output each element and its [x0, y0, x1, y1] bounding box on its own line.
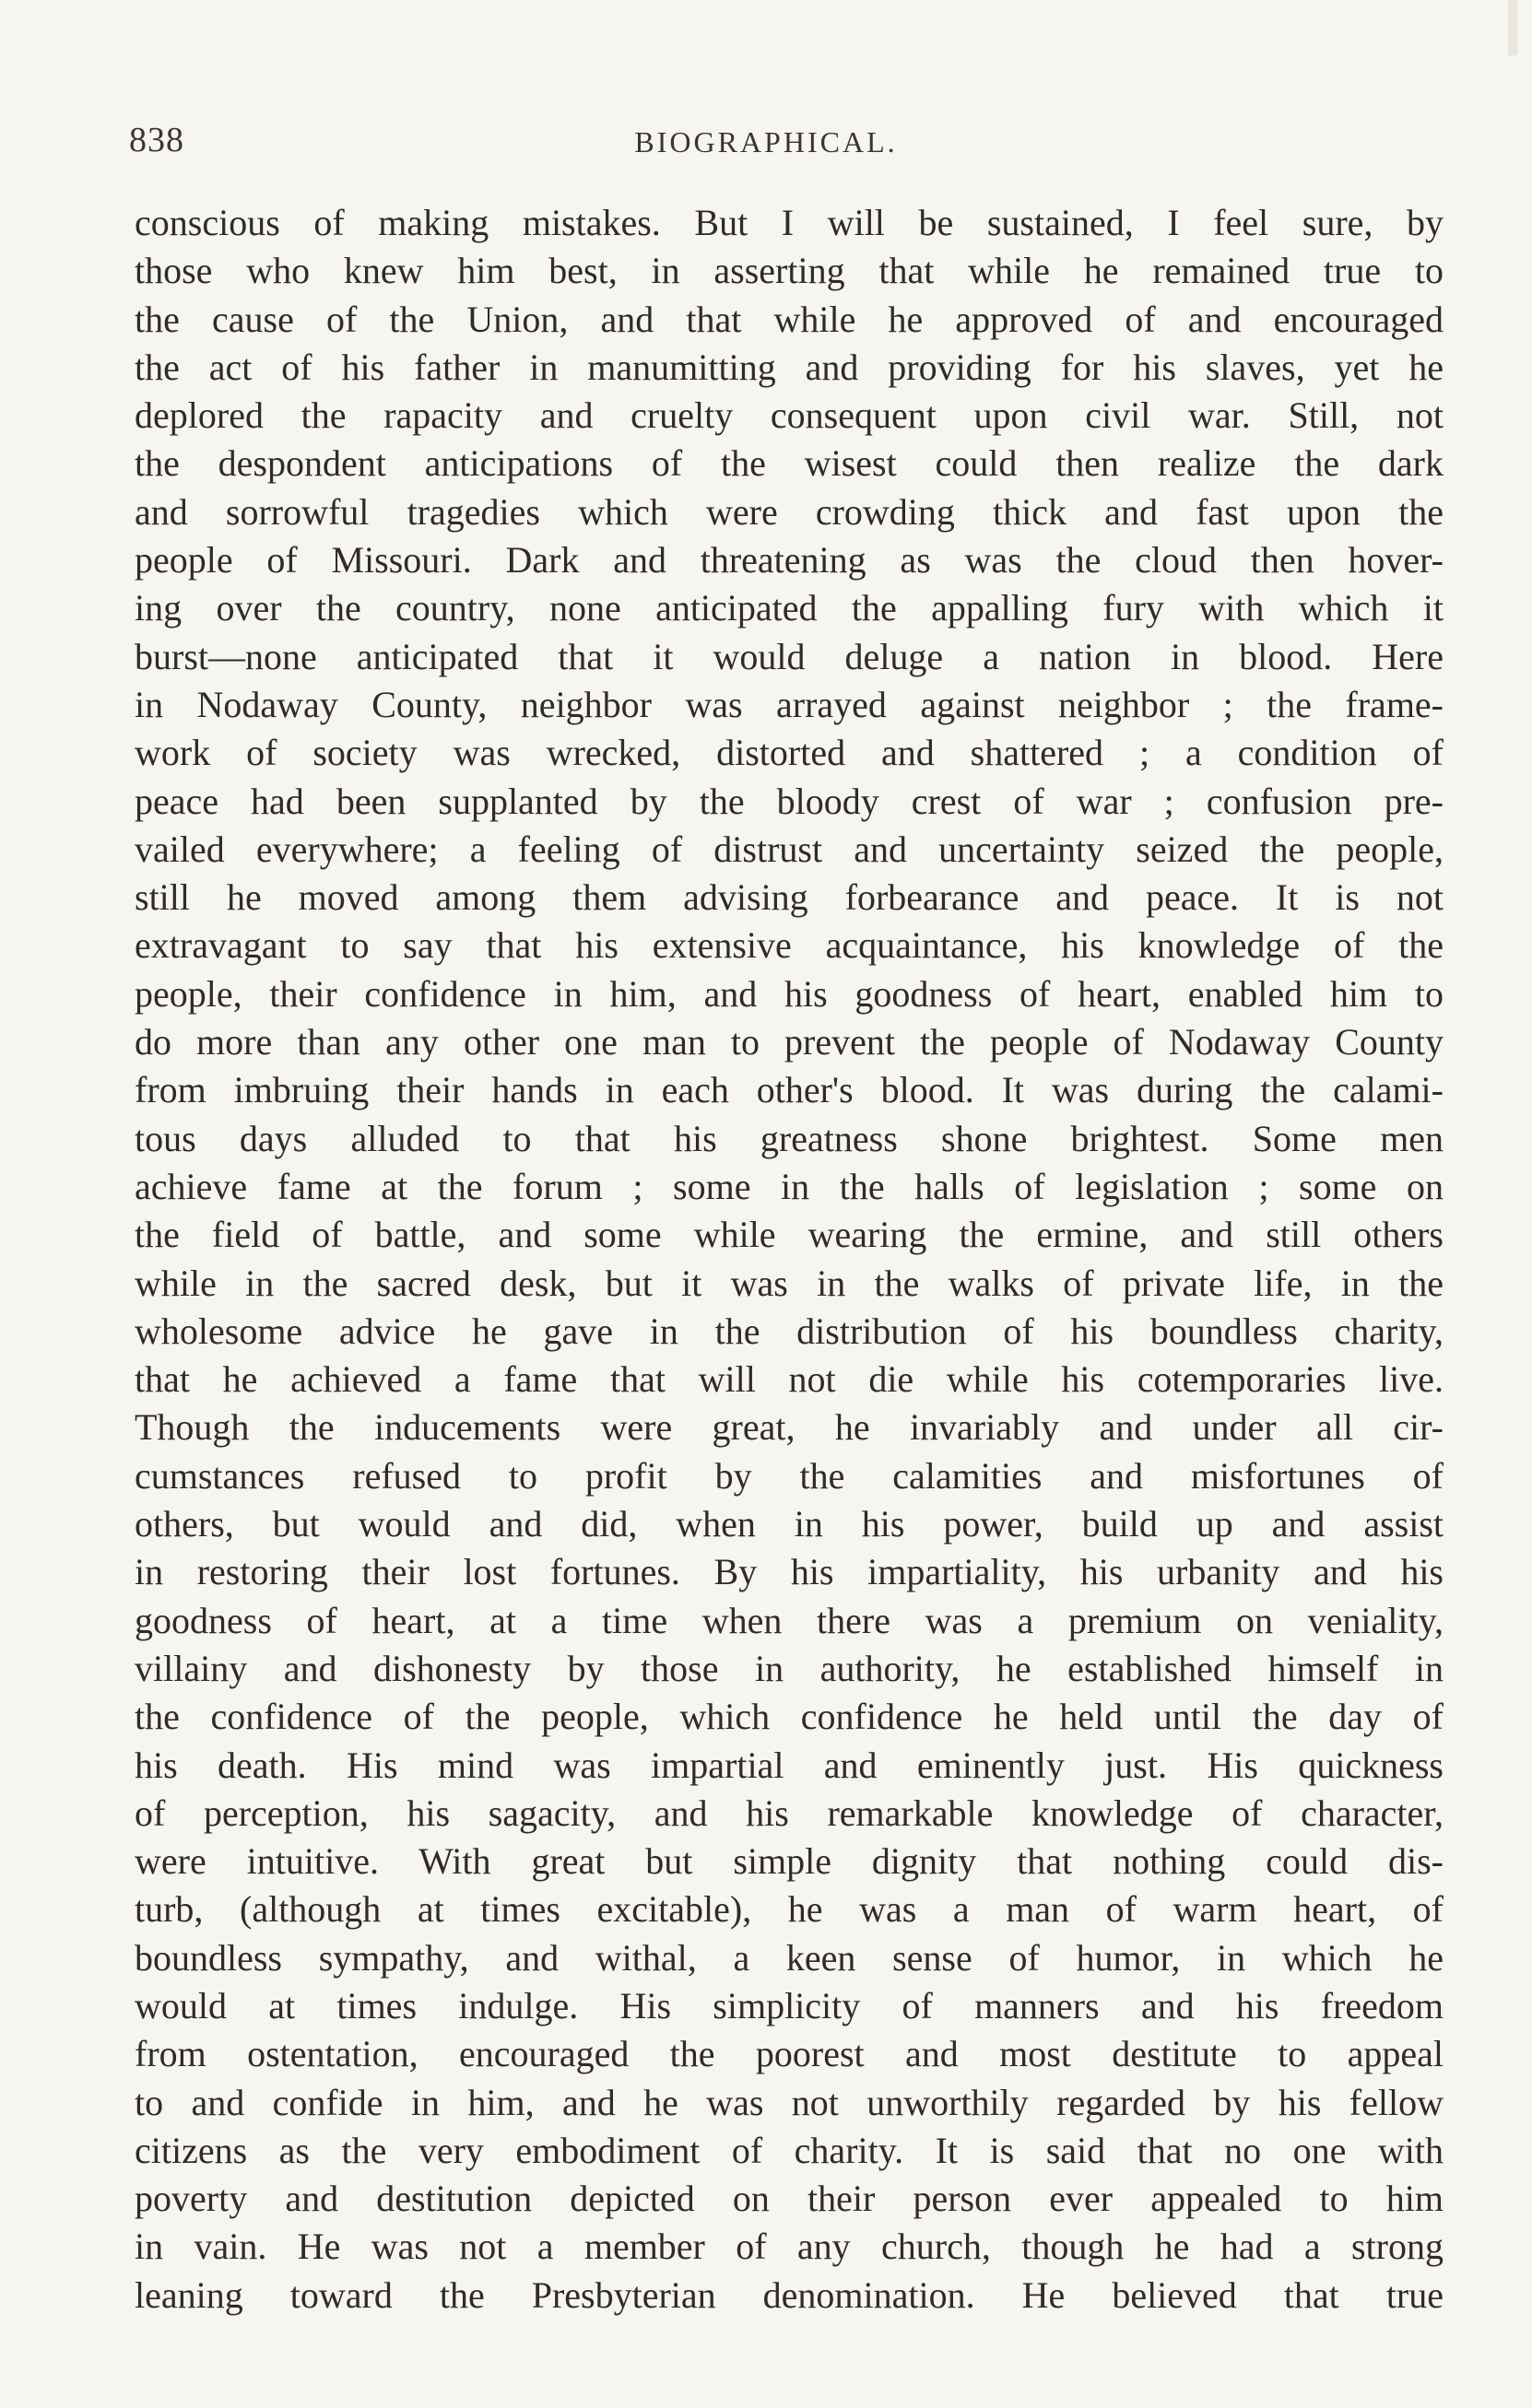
text-line: cumstances refused to profit by the calamities and misfortunes of [135, 1454, 1444, 1497]
text-line: in vain. He was not a member of any church, though he had a strong [135, 2226, 1444, 2268]
text-line: achieve fame at the forum ; some in the halls of legislation ; some on [135, 1165, 1444, 1207]
text-line: the cause of the Union, and that while he approved of and encouraged [135, 298, 1444, 340]
text-line: those who knew him best, in asserting that while he remained true to [135, 250, 1444, 292]
text-line: the confidence of the people, which confidence he held until the day of [135, 1696, 1444, 1738]
text-line: goodness of heart, at a time when there was a premium on veniality, [135, 1599, 1444, 1641]
text-line: conscious of making mistakes. But I will be sustained, I feel sure, by [135, 202, 1444, 243]
text-line: leaning toward the Presbyterian denomination. He believed that true [135, 2273, 1444, 2316]
text-line: extravagant to say that his extensive acquaintance, his knowledge of the [135, 924, 1444, 967]
text-line: Though the inducements were great, he invariably and under all cir- [135, 1406, 1444, 1449]
text-line: of perception, his sagacity, and his remarkable knowledge of character, [135, 1791, 1444, 1834]
text-line: vailed everywhere; a feeling of distrust and uncertainty seized the people, [135, 828, 1444, 870]
text-line: work of society was wrecked, distorted and shattered ; a condition of [135, 732, 1444, 774]
text-line: burst—none anticipated that it would deluge a nation in blood. Here [135, 635, 1444, 677]
text-line: citizens as the very embodiment of charity. It is said that no one with [135, 2129, 1444, 2171]
page-edge-shadow [1508, 0, 1517, 55]
text-line: the despondent anticipations of the wisest could then realize the dark [135, 442, 1444, 485]
text-line: in restoring their lost fortunes. By his impartiality, his urbanity and his [135, 1551, 1444, 1593]
text-line: boundless sympathy, and withal, a keen sense of humor, in which he [135, 1936, 1444, 1979]
text-line: poverty and destitution depicted on their person ever appealed to him [135, 2178, 1444, 2220]
text-line: were intuitive. With great but simple dignity that nothing could dis- [135, 1840, 1444, 1883]
text-line: turb, (although at times excitable), he was a man of warm heart, of [135, 1888, 1444, 1931]
text-line: others, but would and did, when in his power, build up and assist [135, 1503, 1444, 1545]
text-line: ing over the country, none anticipated the appalling fury with which it [135, 587, 1444, 629]
text-line: that he achieved a fame that will not die while his cotemporaries live. [135, 1358, 1444, 1401]
text-line: his death. His mind was impartial and eminently just. His quickness [135, 1744, 1444, 1786]
text-line: the field of battle, and some while wearing the ermine, and still others [135, 1214, 1444, 1256]
text-line: still he moved among them advising forbearance and peace. It is not [135, 876, 1444, 919]
text-line: would at times indulge. His simplicity of manners and his freedom [135, 1984, 1444, 2026]
text-line: from imbruing their hands in each other's blood. It was during the calami- [135, 1069, 1444, 1111]
text-line: tous days alluded to that his greatness shone brightest. Some men [135, 1117, 1444, 1159]
text-line: people, their confidence in him, and his goodness of heart, enabled him to [135, 972, 1444, 1015]
body-text [135, 199, 1444, 2320]
text-line: in Nodaway County, neighbor was arrayed against neighbor ; the frame- [135, 683, 1444, 725]
text-line: villainy and dishonesty by those in authority, he established himself in [135, 1647, 1444, 1689]
text-line: and sorrowful tragedies which were crowding thick and fast upon the [135, 490, 1444, 533]
text-line: deplored the rapacity and cruelty consequent upon civil war. Still, not [135, 394, 1444, 437]
text-line: peace had been supplanted by the bloody crest of war ; confusion pre- [135, 780, 1444, 822]
text-line: wholesome advice he gave in the distribution of his boundless charity, [135, 1310, 1444, 1352]
running-head: BIOGRAPHICAL. [634, 125, 898, 159]
text-line: the act of his father in manumitting and providing for his slaves, yet he [135, 346, 1444, 388]
text-line: while in the sacred desk, but it was in the walks of private life, in the [135, 1262, 1444, 1304]
text-line: to and confide in him, and he was not unworthily regarded by his fellow [135, 2081, 1444, 2123]
page-number: 838 [129, 121, 184, 159]
text-line: do more than any other one man to prevent the people of Nodaway County [135, 1021, 1444, 1063]
text-line: from ostentation, encouraged the poorest and most destitute to appeal [135, 2033, 1444, 2075]
text-line: people of Missouri. Dark and threatening as was the cloud then hover- [135, 539, 1444, 581]
